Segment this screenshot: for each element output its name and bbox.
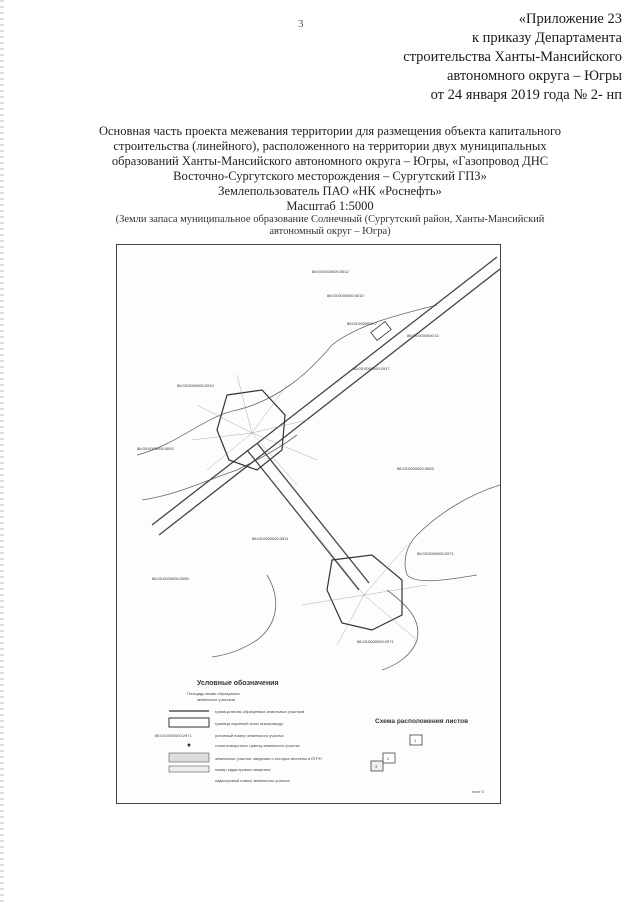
sheet-number: 3 — [375, 764, 378, 769]
legend-item: номер кадастрового квартала — [215, 767, 271, 772]
legend-item: земельные участки, сведения о которых внесены в ЕГРН — [215, 756, 322, 761]
page-number: 3 — [298, 18, 304, 30]
parcel-label: 86:03:0000000:2917 — [353, 366, 390, 371]
title-line-3: образований Ханты-Мансийского автономного округа – Югры, «Газопровод ДНС — [111, 154, 549, 168]
parcel-label: 86:03:0000000:2050 — [152, 576, 189, 581]
legend-item: точка поворотных границ земельного участка — [215, 743, 300, 748]
pipeline-corridor-edge-a — [152, 257, 497, 525]
map-scale: Масштаб 1:5000 — [286, 199, 374, 213]
parcel-labels — [137, 269, 454, 644]
parcel-label: 86:03:0000000:3010 — [327, 293, 364, 298]
parcel-label: 86:03:0000000:2971 — [357, 639, 394, 644]
legend-item: кадастровый номер земельного участка — [215, 778, 290, 783]
parcel-label: 86:03:0000000:2971 — [417, 551, 454, 556]
parcel-label: 86:03:0000000:3092 — [137, 446, 174, 451]
boundary-line-east — [405, 485, 500, 581]
appendix-line-3: строительства Ханты-Мансийского — [403, 49, 622, 65]
legend-sample-number: 86:03:0000000:2971 — [155, 733, 192, 738]
pipeline-branch-edge-b — [257, 443, 369, 583]
note-line-1: (Земли запаса муниципальное образование Солнечный (Сургутский район, Ханты-Мансийский — [115, 214, 545, 225]
map-legend — [155, 679, 322, 783]
legend-swatch-zone — [169, 718, 209, 727]
land-note — [80, 214, 580, 238]
sheet-scheme-title: Схема расположения листов — [375, 718, 469, 725]
sheet-scheme — [371, 718, 468, 771]
parcel-label: 86:03:0000000:2910 — [177, 383, 214, 388]
appendix-header — [322, 10, 622, 105]
parcel-label: 86:03:0000000:7 — [347, 321, 378, 326]
parcel-label: 86:03:0000000:3093 — [397, 466, 434, 471]
boundary-line-southeast — [382, 590, 418, 670]
appendix-line-2: к приказу Департамента — [471, 30, 622, 46]
legend-item: условный номер земельного участка — [215, 733, 284, 738]
legend-swatch-quarter — [169, 766, 209, 772]
survey-map — [116, 244, 501, 804]
legend-subtitle-1: Площадь вновь образуемых — [187, 691, 240, 696]
sheet-label: лист 3 — [472, 789, 484, 794]
scan-edge-mark — [0, 0, 4, 905]
boundary-line-south — [212, 575, 276, 657]
pipeline-branch-edge-a — [247, 450, 359, 590]
title-line-1: Основная часть проекта межевания территории для размещения объекта капитального — [98, 124, 562, 138]
map-drawing — [117, 245, 500, 803]
land-user: Землепользователь ПАО «НК «Роснефть» — [218, 184, 442, 198]
parcel-label: 86:03:0000000:3012 — [312, 269, 349, 274]
legend-swatch-point — [188, 744, 191, 747]
note-line-2: автономный округ – Югра) — [269, 226, 391, 237]
legend-title: Условные обозначения — [197, 680, 279, 687]
title-line-4: Восточно-Сургутского месторождения – Сургутский ГПЗ» — [173, 169, 487, 183]
document-title — [70, 124, 590, 214]
legend-subtitle-2: земельных участков — [197, 697, 235, 702]
boundary-line-north — [137, 305, 437, 455]
legend-item: граница вновь образуемых земельных участков — [215, 709, 305, 714]
legend-item: граница охранной зоны газопровода — [215, 721, 283, 726]
parcel-label: 86:03:0000000:3011 — [252, 536, 289, 541]
sheet-number: 1 — [414, 738, 417, 743]
title-line-2: строительства (линейного), расположенного на территории двух муниципальных — [113, 139, 547, 153]
appendix-line-1: «Приложение 23 — [518, 11, 622, 27]
parcel-label: 86:03:0000000:11 — [407, 333, 439, 338]
appendix-line-4: автономного округа – Югры — [446, 68, 622, 84]
legend-swatch-registered — [169, 753, 209, 762]
sheet-number: 2 — [387, 756, 390, 761]
appendix-line-5: от 24 января 2019 года № 2- нп — [430, 87, 622, 103]
pipeline-corridor-edge-b — [159, 269, 500, 535]
